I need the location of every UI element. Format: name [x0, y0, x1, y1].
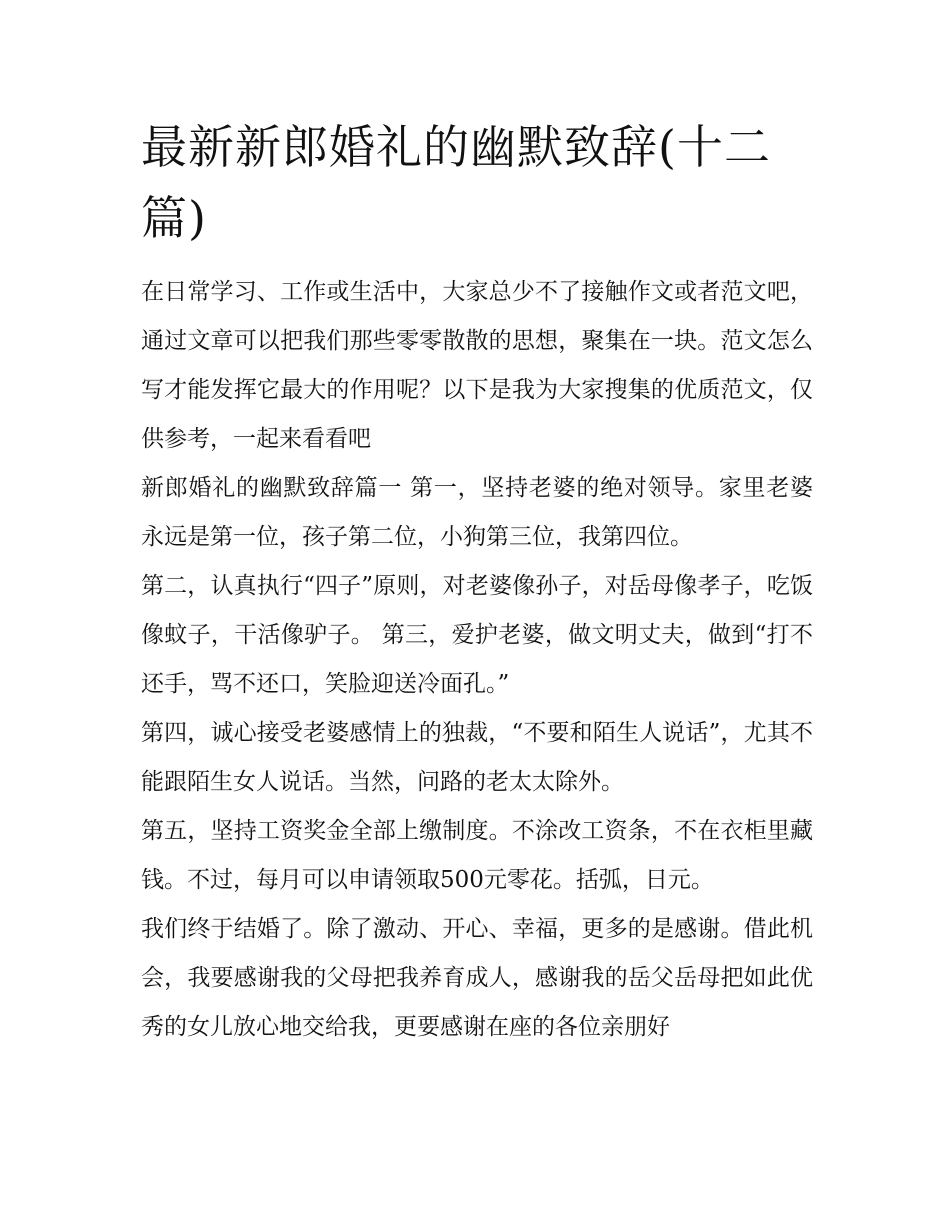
paragraph-first-rule: 新郎婚礼的幽默致辞篇一 第一，坚持老婆的绝对领导。家里老婆永远是第一位，孩子第二位，小狗第三位，我第四位。: [141, 475, 813, 550]
paragraph-intro: 在日常学习、工作或生活中，大家总少不了接触作文或者范文吧，通过文章可以把我们那些零零散散的思想，聚集在一块。范文怎么写才能发挥它最大的作用呢？以下是我为大家搜集的优质范文，仅供参考，一起来看看吧: [141, 279, 813, 452]
document-body: [141, 112, 813, 1052]
paragraph-fourth-rule: 第四，诚心接受老婆感情上的独裁，“不要和陌生人说话”，尤其不能跟陌生女人说话。当然，问路的老太太除外。: [141, 720, 813, 795]
paragraph-second-third-rule: 第二，认真执行“四子”原则，对老婆像孙子，对岳母像孝子，吃饭像蚊子，干活像驴子。 第三，爱护老婆，做文明丈夫，做到“打不还手，骂不还口，笑脸迎送冷面孔。”: [141, 573, 813, 697]
paragraph-thanks: 我们终于结婚了。除了激动、开心、幸福，更多的是感谢。借此机会，我要感谢我的父母把我养育成人，感谢我的岳父岳母把如此优秀的女儿放心地交给我，更要感谢在座的各位亲朋好: [141, 916, 813, 1040]
document-title: 最新新郎婚礼的幽默致辞(十二篇): [141, 120, 771, 245]
paragraph-fifth-rule: 第五，坚持工资奖金全部上缴制度。不涂改工资条，不在衣柜里藏钱。不过，每月可以申请领取500元零花。括弧，日元。: [141, 818, 813, 893]
